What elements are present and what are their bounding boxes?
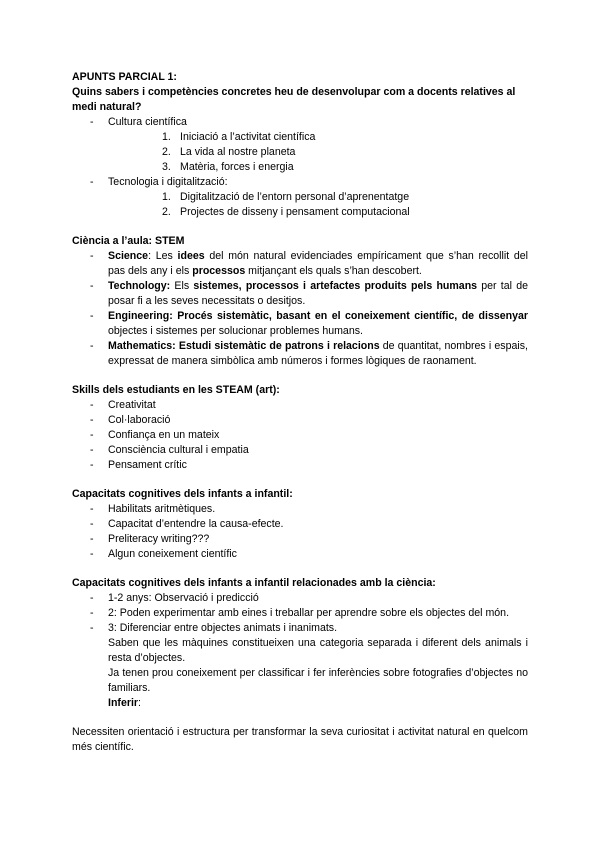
list-item: 2. Projectes de disseny i pensament computacional (162, 206, 410, 218)
list-item: - Col·laboració (72, 413, 528, 428)
list-item-mathematics: - Mathematics: Estudi sistemàtic de patrons i relacions de quantitat, nombres i espais, expressat de manera simbòlica amb números i formes lògiques de raonament. (72, 339, 528, 369)
list-item: - Preliteracy writing??? (72, 532, 528, 547)
skills-list (72, 398, 528, 473)
list-item: - Pensament crític (72, 458, 528, 473)
capacitats-list (72, 502, 528, 562)
list-item: - Confiança en un mateix (72, 428, 528, 443)
list-item: - 3: Diferenciar entre objectes animats i inanimats. Saben que les màquines constitueixen una categoria separada i diferent dels animals i resta d’objectes. Ja tenen prou coneixement per classificar i fer inferències sobre fotografies d’objectes no familiars. Inferir: (72, 621, 528, 711)
list-item: - 1-2 anys: Observació i predicció (72, 591, 528, 606)
capacitats-section (72, 487, 528, 562)
list-item: - Consciència cultural i empatia (72, 443, 528, 458)
section-heading: Skills dels estudiants en les STEAM (art): (72, 384, 280, 396)
list-item: 3. Matèria, forces i energia (162, 161, 294, 173)
list-item: 1. Iniciació a l’activitat científica (162, 131, 316, 143)
ciencia-list (72, 591, 528, 711)
competence-label: Tecnologia i digitalització: (108, 176, 228, 188)
ciencia-section (72, 576, 528, 711)
stem-section (72, 234, 528, 369)
skills-section (72, 383, 528, 473)
question-heading: Quins sabers i competències concretes heu de desenvolupar com a docents relatives al medi natural? (72, 86, 516, 113)
paragraph: Ja tenen prou coneixement per classificar i fer inferències sobre fotografies d’objectes no familiars. (108, 667, 528, 694)
list-item: - Habilitats aritmètiques. (72, 502, 528, 517)
numbered-list (108, 190, 528, 220)
section-heading: Capacitats cognitives dels infants a infantil: (72, 488, 293, 500)
list-item: 1. Digitalització de l’entorn personal d’aprenentatge (162, 191, 410, 203)
list-item: - Algun coneixement científic (72, 547, 528, 562)
list-item: - Creativitat (72, 398, 528, 413)
list-item-science: - Science: Les idees del món natural evidenciades empíricament que s’han recollit del pas dels any i els processos mitjançant els quals s’han descobert. (72, 249, 528, 279)
closing-paragraph: Necessiten orientació i estructura per transformar la seva curiositat i activitat natural en quelcom més científic. (72, 726, 528, 753)
competence-label: Cultura científica (108, 116, 187, 128)
list-item-engineering: - Engineering: Procés sistemàtic, basant en el coneixement científic, de dissenyar objectes i sistemes per solucionar problemes humans. (72, 309, 528, 339)
section-heading: Capacitats cognitives dels infants a infantil relacionades amb la ciència: (72, 577, 436, 589)
paragraph: Saben que les màquines constitueixen una categoria separada i diferent dels animals i resta d’objectes. (108, 637, 528, 664)
list-item: - 2: Poden experimentar amb eines i treballar per aprendre sobre els objectes del món. (72, 606, 528, 621)
list-item (72, 175, 528, 220)
list-item: 2. La vida al nostre planeta (162, 146, 296, 158)
stem-list (72, 249, 528, 369)
list-item-technology: - Technology: Els sistemes, processos i artefactes produits pels humans per tal de posar fi a les seves necessitats o desitjos. (72, 279, 528, 309)
list-item (72, 115, 528, 175)
competences-list (72, 115, 528, 220)
numbered-list (108, 130, 528, 175)
section-heading: Ciència a l’aula: STEM (72, 235, 185, 247)
doc-title: APUNTS PARCIAL 1: (72, 71, 177, 83)
list-item: - Capacitat d’entendre la causa-efecte. (72, 517, 528, 532)
paragraph: Inferir: (108, 697, 141, 709)
